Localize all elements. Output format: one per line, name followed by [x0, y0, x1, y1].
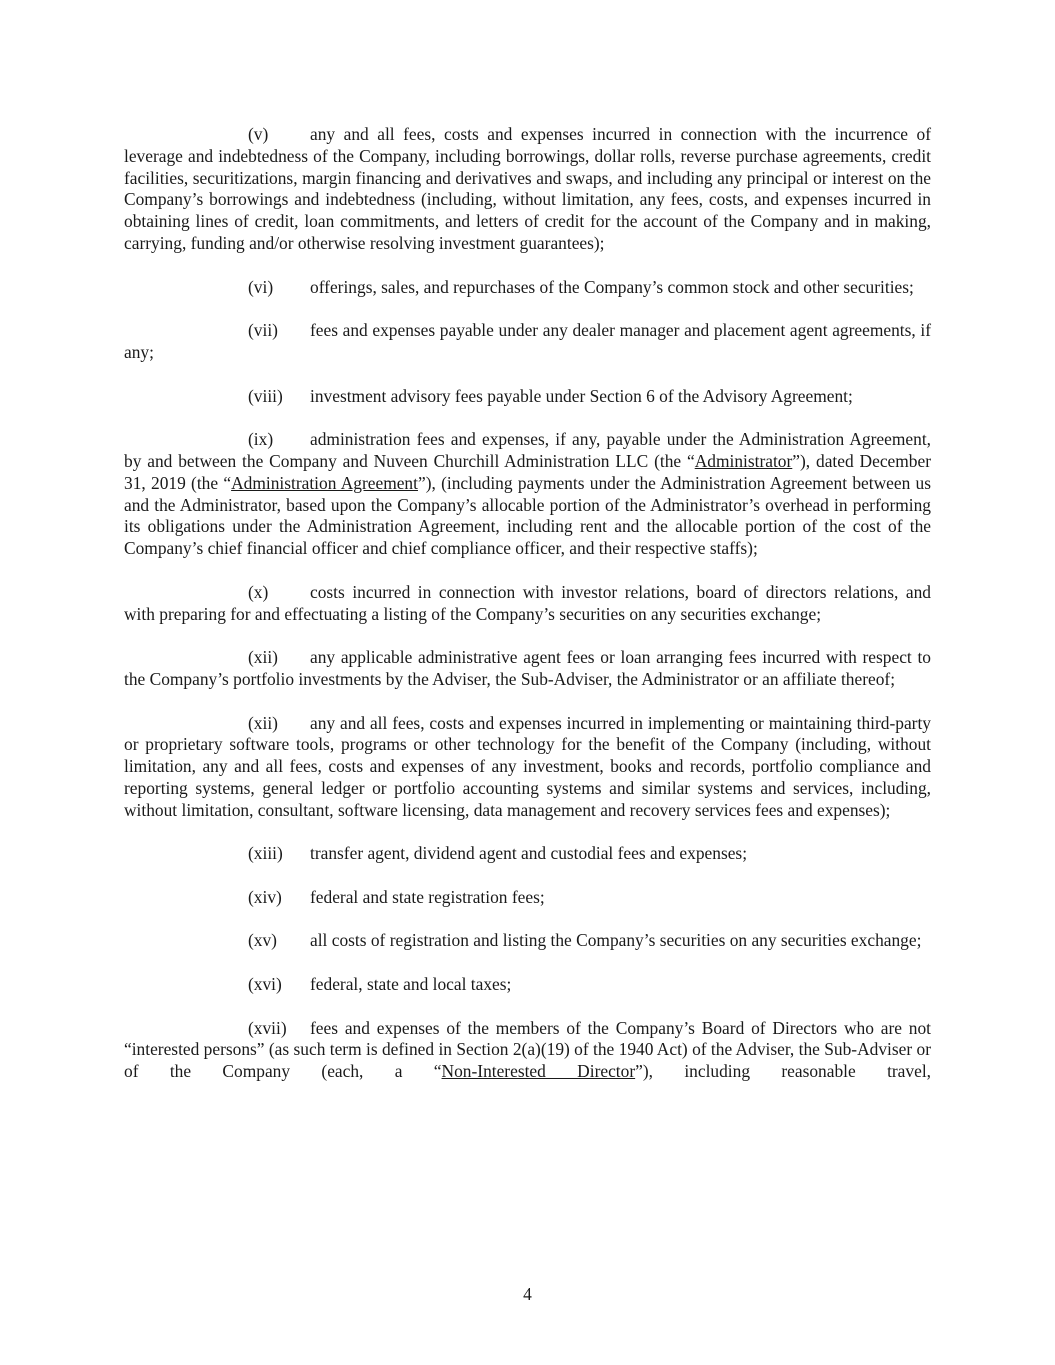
- clause-text: investment advisory fees payable under Section 6 of the Advisory Agreement;: [310, 385, 853, 406]
- page-number: 4: [523, 1284, 532, 1304]
- clause-number: (xv): [248, 930, 277, 951]
- clause-vii: [124, 320, 931, 364]
- clause-number: (vi): [248, 276, 274, 297]
- clause-text: any applicable administrative agent fees or loan arranging fees incurred with respect to the Company’s portfolio investments by the Adviser, the Sub-Adviser, the Administrator or an affiliate thereof;: [124, 647, 931, 689]
- clause-xii-b: [124, 713, 931, 822]
- clause-number: (viii): [248, 385, 283, 406]
- clause-number: (xii): [248, 647, 278, 668]
- clause-xvii: [124, 1018, 931, 1083]
- defined-term-non-interested-director: Non-Interested Director: [441, 1061, 636, 1082]
- clause-xiii: [124, 843, 931, 865]
- clause-number: (xiv): [248, 886, 282, 907]
- clause-v: [124, 124, 931, 255]
- clause-number: (xvii): [248, 1017, 287, 1038]
- clause-number: (v): [248, 124, 269, 144]
- document-page: [124, 124, 931, 1105]
- clause-text: all costs of registration and listing the Company’s securities on any securities exchange;: [310, 930, 922, 951]
- clause-text: fees and expenses of the members of the Company’s Board of Directors who are not “interested persons” (as such term is defined in Section 2(a)(19) of the 1940 Act) of the Adviser, the Sub-Adviser or of the Company (each, a “: [124, 1017, 931, 1082]
- clause-number: (vii): [248, 320, 278, 341]
- clause-text: transfer agent, dividend agent and custodial fees and expenses;: [310, 843, 748, 864]
- defined-term-administrator: Administrator: [694, 450, 793, 471]
- defined-term-administration-agreement: Administration Agreement: [231, 472, 418, 493]
- clause-text: federal and state registration fees;: [310, 886, 545, 907]
- clause-number: (xiii): [248, 843, 283, 864]
- clause-text: ”), dated December 31, 2019 (the “: [124, 450, 931, 493]
- clause-text: fees and expenses payable under any dealer manager and placement agent agreements, if any;: [124, 320, 931, 362]
- clause-vi: [124, 277, 931, 299]
- clause-xiv: [124, 887, 931, 909]
- clause-text: any and all fees, costs and expenses incurred in implementing or maintaining third-party or proprietary software tools, programs or other technology for the benefit of the Company (including, without limitation, any and all fees, costs and expenses of any investment, books and records, portfolio compliance and reporting systems, general ledger or portfolio accounting systems and similar systems and services, including, without limitation, consultant, software licensing, data management and recovery services fees and expenses);: [124, 712, 931, 820]
- clause-xvi: [124, 974, 931, 996]
- clause-number: (xii): [248, 712, 278, 733]
- clause-text: any and all fees, costs and expenses incurred in connection with the incurrence of leverage and indebtedness of the Company, including borrowings, dollar rolls, reverse purchase agreements, credit facilities, securitizations, margin financing and derivatives and swaps, and including any principal or interest on the Company’s borrowings and indebtedness (including, without limitation, any fees, costs, and expenses incurred in obtaining lines of credit, loan commitments, and letters of credit for the account of the Company and in making, carrying, funding and/or otherwise resolving investment guarantees);: [124, 124, 931, 253]
- clause-number: (ix): [248, 429, 274, 450]
- clause-xv: [124, 930, 931, 952]
- clause-text: ”), including reasonable travel,: [635, 1061, 931, 1082]
- clause-ix: [124, 429, 931, 560]
- clause-text: administration fees and expenses, if any, payable under the Administration Agreement, by and between the Company and Nuveen Churchill Administration LLC (the “: [124, 429, 931, 471]
- clause-text: costs incurred in connection with investor relations, board of directors relations, and with preparing for and effectuating a listing of the Company’s securities on any securities exchange;: [124, 581, 931, 624]
- clause-viii: [124, 386, 931, 408]
- clause-x: [124, 582, 931, 626]
- clause-text: offerings, sales, and repurchases of the Company’s common stock and other securities;: [310, 276, 914, 297]
- clause-number: (xvi): [248, 974, 282, 995]
- clause-number: (x): [248, 581, 269, 602]
- clause-text: ”), (including payments under the Administration Agreement between us and the Administrator, based upon the Company’s allocable portion of the Administrator’s overhead in performing its obligations under the Administration Agreement, including rent and the allocable portion of the cost of the Company’s chief financial officer and chief compliance officer, and their respective staffs);: [124, 472, 931, 559]
- clause-xii-a: [124, 647, 931, 691]
- clause-text: federal, state and local taxes;: [310, 974, 512, 995]
